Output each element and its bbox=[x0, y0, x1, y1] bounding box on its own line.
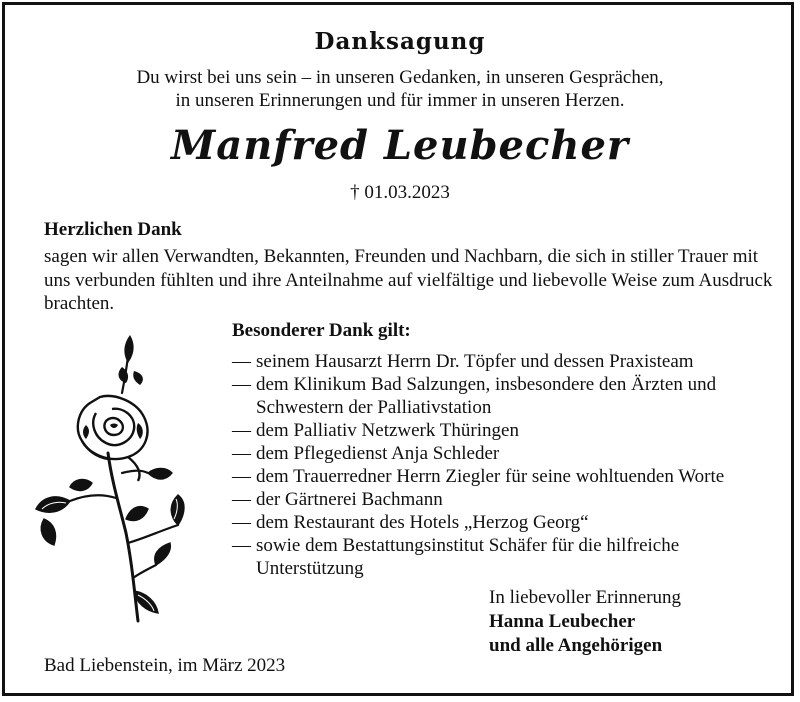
signature-relatives: und alle Angehörigen bbox=[489, 635, 663, 656]
closing-line: In liebevoller Erinnerung bbox=[489, 587, 682, 608]
dash-bullet: — bbox=[232, 443, 251, 464]
special-thanks-title: Besonderer Dank gilt: bbox=[232, 320, 411, 341]
list-item bbox=[232, 534, 772, 580]
dash-bullet: — bbox=[232, 351, 251, 372]
closing-block bbox=[489, 586, 681, 658]
signature-name: Hanna Leubecher bbox=[489, 611, 636, 632]
intro-title: Herzlichen Dank bbox=[44, 219, 182, 240]
memorial-quote bbox=[0, 66, 800, 112]
quote-line: in unseren Erinnerungen und für immer in unseren Herzen. bbox=[175, 90, 625, 111]
dash-bullet: — bbox=[232, 420, 251, 441]
list-item bbox=[232, 350, 772, 373]
list-item-text: dem Palliativ Netzwerk Thüringen bbox=[256, 420, 519, 441]
dash-bullet: — bbox=[232, 535, 251, 556]
list-item bbox=[232, 511, 772, 534]
rose-illustration bbox=[30, 333, 190, 625]
dash-bullet: — bbox=[232, 512, 251, 533]
list-item-text: seinem Hausarzt Herrn Dr. Töpfer und dessen Praxisteam bbox=[256, 351, 694, 372]
list-item-text: dem Restaurant des Hotels „Herzog Georg“ bbox=[256, 512, 589, 533]
special-thanks-list bbox=[232, 350, 772, 580]
quote-line: Du wirst bei uns sein – in unseren Gedanken, in unseren Gesprächen, bbox=[136, 67, 664, 88]
dash-bullet: — bbox=[232, 466, 251, 487]
list-item bbox=[232, 419, 772, 442]
list-item-text: dem Trauerredner Herrn Ziegler für seine wohltuenden Worte bbox=[256, 466, 725, 487]
dash-bullet: — bbox=[232, 489, 251, 510]
list-item bbox=[232, 465, 772, 488]
list-item bbox=[232, 373, 772, 419]
deceased-name: Manfred Leubecher bbox=[171, 122, 629, 169]
intro-body: sagen wir allen Verwandten, Bekannten, Freunden und Nachbarn, die sich in stiller Trauer mit uns verbunden fühlten und ihre Anteilnahme auf vielfältige und liebevolle Weise zum Ausdruck brachten. bbox=[44, 246, 773, 314]
death-date: † 01.03.2023 bbox=[350, 182, 450, 203]
dash-bullet: — bbox=[232, 374, 251, 395]
list-item-text: dem Klinikum Bad Salzungen, insbesondere den Ärzten und Schwestern der Palliativstation bbox=[256, 374, 717, 418]
list-item-text: dem Pflegedienst Anja Schleder bbox=[256, 443, 500, 464]
list-item bbox=[232, 442, 772, 465]
list-item-text: der Gärtnerei Bachmann bbox=[256, 489, 443, 510]
place-date: Bad Liebenstein, im März 2023 bbox=[44, 655, 286, 676]
notice-heading: Danksagung bbox=[314, 28, 486, 55]
list-item-text: sowie dem Bestattungsinstitut Schäfer für die hilfreiche Unterstützung bbox=[256, 535, 680, 579]
list-item bbox=[232, 488, 772, 511]
